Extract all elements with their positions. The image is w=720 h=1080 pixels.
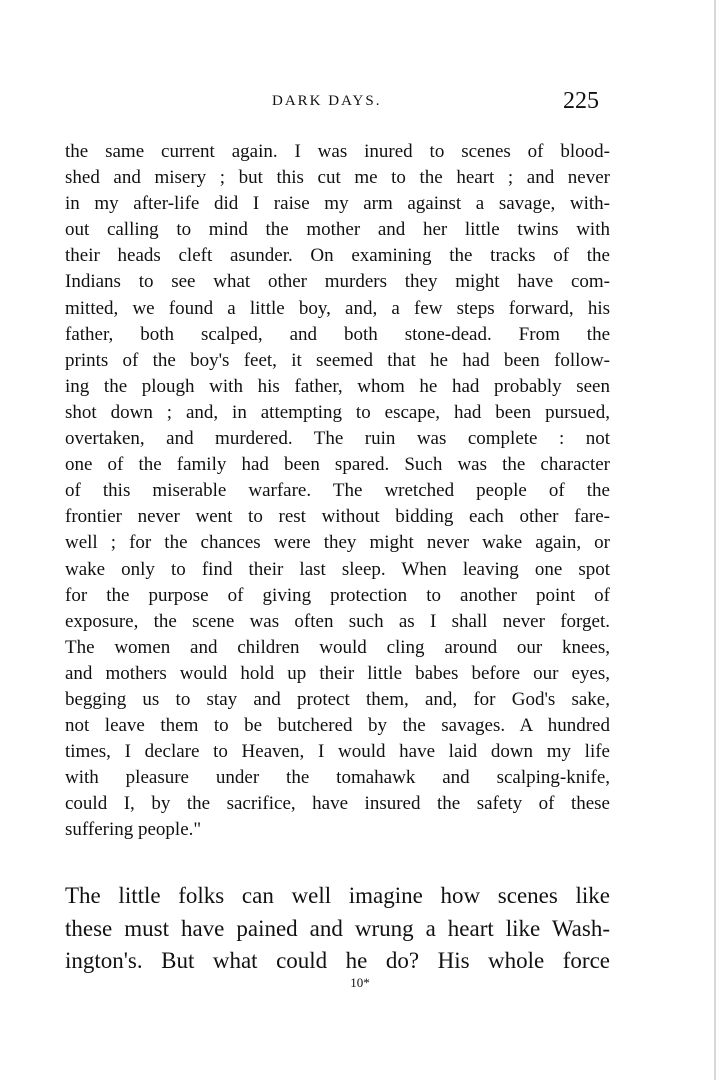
text-line: with pleasure under the tomahawk and scalping-knife,: [65, 767, 610, 789]
page-number: 225: [563, 88, 599, 114]
text-line: shot down ; and, in attempting to escape, had been pursued,: [65, 401, 610, 423]
text-line: and mothers would hold up their little babes before our eyes,: [65, 662, 610, 684]
text-line: their heads cleft asunder. On examining the tracks of the: [65, 245, 610, 267]
text-line: wake only to find their last sleep. When leaving one spot: [65, 558, 610, 580]
text-line: exposure, the scene was often such as I shall never forget.: [65, 610, 610, 632]
text-line: well ; for the chances were they might never wake again, or: [65, 532, 610, 554]
text-line: these must have pained and wrung a heart like Wash-: [65, 915, 610, 941]
text-line: of this miserable warfare. The wretched people of the: [65, 480, 610, 502]
text-line: in my after-life did I raise my arm against a savage, with-: [65, 193, 610, 215]
text-line: ing the plough with his father, whom he had probably seen: [65, 375, 610, 397]
quoted-passage: [65, 139, 610, 844]
text-line: ington's. But what could he do? His whole force: [65, 948, 610, 973]
text-line: out calling to mind the mother and her little twins with: [65, 219, 610, 241]
text-line: begging us to stay and protect them, and, for God's sake,: [65, 688, 610, 710]
text-line: The women and children would cling around our knees,: [65, 636, 610, 658]
running-head: [0, 86, 720, 116]
text-line: times, I declare to Heaven, I would have laid down my life: [65, 741, 610, 763]
text-line: prints of the boy's feet, it seemed that he had been follow-: [65, 349, 610, 371]
text-line: could I, by the sacrifice, have insured the safety of these: [65, 793, 610, 815]
text-line: overtaken, and murdered. The ruin was complete : not: [65, 428, 610, 450]
running-title: DARK DAYS.: [272, 93, 382, 109]
text-line: suffering people.": [65, 819, 202, 841]
text-line: frontier never went to rest without bidding each other fare-: [65, 506, 610, 528]
text-line: one of the family had been spared. Such was the character: [65, 454, 610, 476]
narrative-paragraph: [65, 880, 610, 978]
page-edge: [714, 0, 716, 1080]
text-line: for the purpose of giving protection to another point of: [65, 584, 610, 606]
text-line: mitted, we found a little boy, and, a few steps forward, his: [65, 297, 610, 319]
signature-mark: 10*: [350, 975, 370, 990]
text-line: The little folks can well imagine how scenes like: [65, 883, 610, 908]
text-line: the same current again. I was inured to scenes of blood-: [65, 141, 610, 162]
text-line: Indians to see what other murders they might have com-: [65, 271, 610, 293]
text-line: father, both scalped, and both stone-dead. From the: [65, 323, 610, 345]
text-line: not leave them to be butchered by the savages. A hundred: [65, 715, 610, 737]
text-line: shed and misery ; but this cut me to the heart ; and never: [65, 167, 610, 189]
